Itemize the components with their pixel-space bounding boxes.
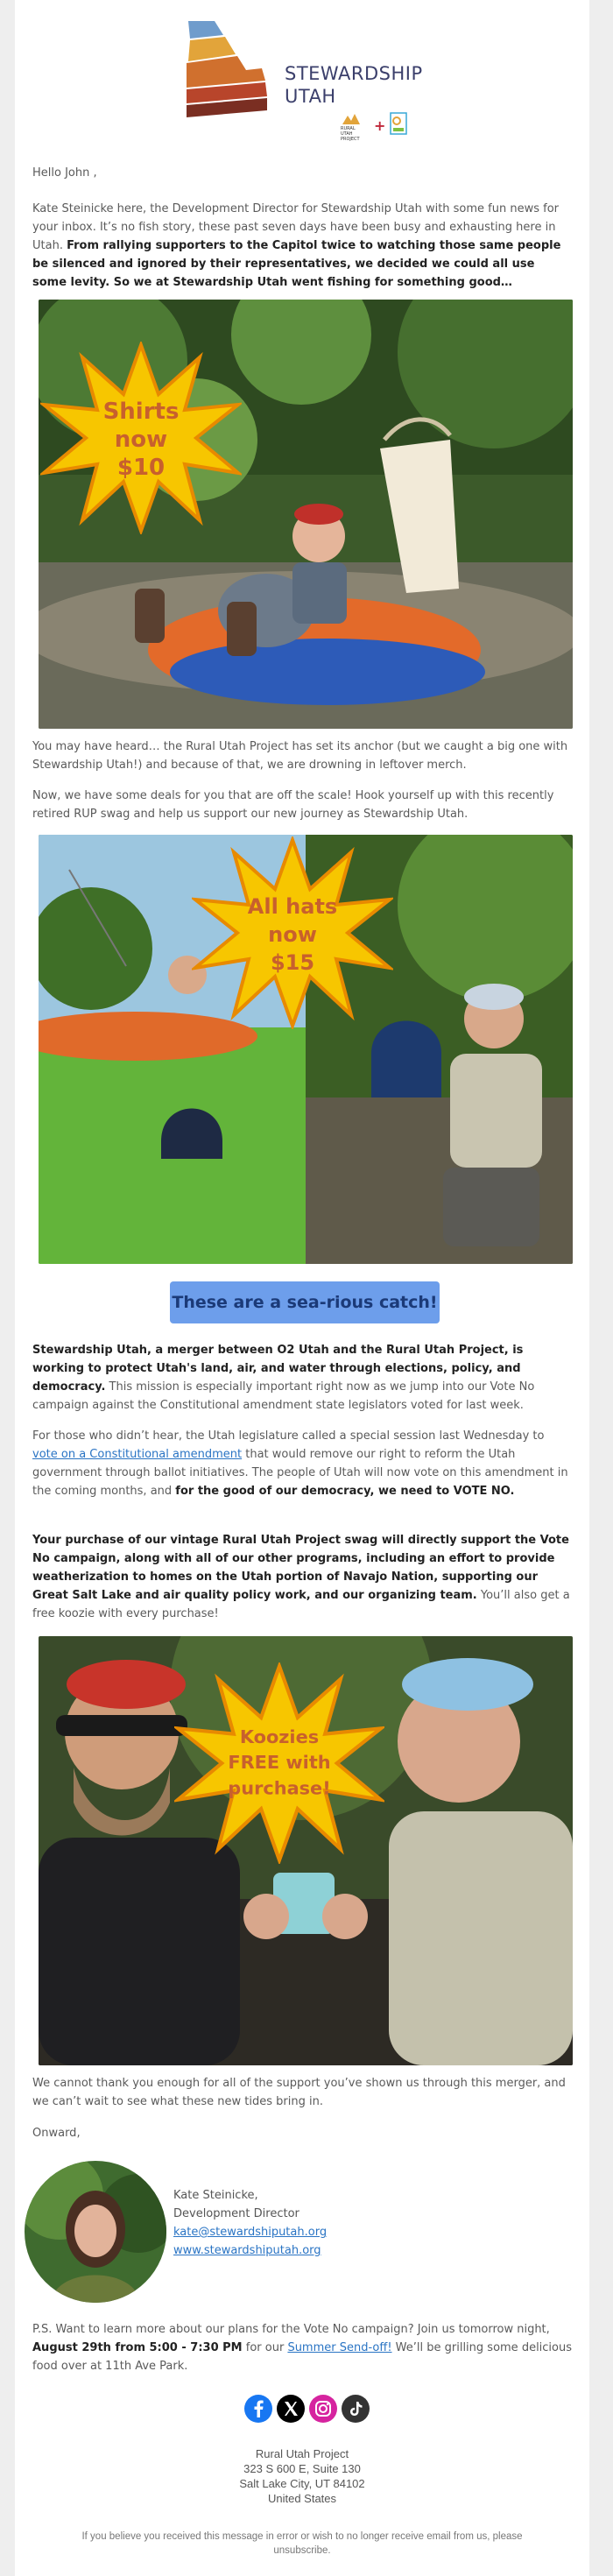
- intro-text: Kate Steinicke here, the Development Director for Stewardship Utah with some fun news for your inbox. It’s no fish story, these past seven days have been busy and exhausting here in Utah.: [32, 202, 560, 252]
- burst-hats-line-3: $15: [270, 950, 315, 975]
- signature-block: [173, 2186, 327, 2260]
- photo-hats: [39, 835, 573, 1264]
- deals-paragraph: Now, we have some deals for you that are off the scale! Hook yourself up with this recently retired RUP swag and help us support our new journey as Stewardship Utah.: [32, 789, 554, 821]
- photo-koozies: [39, 1636, 573, 2065]
- email-link[interactable]: kate@stewardshiputah.org: [173, 2226, 328, 2239]
- ps-text-1: P.S. Want to learn more about our plans for the Vote No campaign? Join us tomorrow night,: [32, 2323, 550, 2336]
- legislature-bold-text: for the good of our democracy, we need to VOTE NO.: [175, 1485, 515, 1498]
- signoff: Onward,: [32, 2127, 81, 2140]
- website-link[interactable]: www.stewardshiputah.org: [173, 2244, 321, 2257]
- merger-bold-text: Stewardship Utah, a merger between O2 Utah and the Rural Utah Project, is working to protect Utah's land, air, and water through elections, policy, and democracy.: [32, 1344, 524, 1394]
- x-icon[interactable]: [277, 2395, 305, 2423]
- purchase-text: You’ll also get a free koozie with every purchase!: [32, 1589, 570, 1620]
- sea-rious-catch-button[interactable]: These are a sea-rious catch!: [170, 1281, 440, 1323]
- purchase-paragraph: [32, 1531, 572, 1623]
- merger-paragraph: [32, 1341, 572, 1415]
- constitutional-amendment-link[interactable]: vote on a Constitutional amendment: [32, 1448, 243, 1461]
- stewardship-utah-logo[interactable]: [181, 19, 462, 142]
- legislature-text-1: For those who didn’t hear, the Utah legislature called a special session last Wednesday to: [32, 1429, 545, 1443]
- footer-org: Rural Utah Project: [255, 2447, 349, 2460]
- purchase-bold-text: Your purchase of our vintage Rural Utah Project swag will directly support the Vote No campaign, along with all of our other programs, including an effort to provide weatherization to homes on the Utah portion of Navajo Nation, supporting our Great Salt Lake and air quality policy work, and our organizing team.: [32, 1534, 569, 1602]
- facebook-icon[interactable]: [244, 2395, 272, 2423]
- merger-text: This mission is especially important right now as we jump into our Vote No campaign against the Constitutional amendment state legislators voted for last week.: [32, 1380, 535, 1412]
- footer-address: [15, 2446, 589, 2506]
- burst-koozies-line-1: Koozies: [239, 1726, 320, 1748]
- intro-paragraph: [32, 200, 572, 293]
- logo-mark-icon: [181, 19, 269, 135]
- signature-title: Development Director: [173, 2207, 299, 2220]
- ps-paragraph: [32, 2320, 572, 2375]
- email-body: [15, 0, 589, 2576]
- instagram-icon[interactable]: [309, 2395, 337, 2423]
- intro-bold-text: From rallying supporters to the Capitol twice to watching those same people be silenced and ignored by their representatives, we decided we could all use some levity. So we at Stewardship Utah went fishing for something good…: [32, 239, 561, 289]
- plus-icon: +: [374, 117, 386, 134]
- burst-hats-line-2: now: [268, 922, 317, 947]
- photo-fishing-raft: [39, 300, 573, 729]
- burst-shirts-line-2: now: [114, 427, 168, 453]
- signature-name: Kate Steinicke,: [173, 2189, 258, 2202]
- ps-text-2: for our: [242, 2341, 288, 2354]
- o2-utah-icon: [390, 112, 407, 135]
- tiktok-icon[interactable]: [342, 2395, 370, 2423]
- footer-street: 323 S 600 E, Suite 130: [243, 2462, 361, 2475]
- burst-hats-line-1: All hats: [247, 894, 338, 919]
- burst-koozies-line-3: purchase!: [228, 1777, 331, 1799]
- logo-line-1: STEWARDSHIP: [285, 63, 423, 84]
- logo-line-2: UTAH: [285, 86, 336, 107]
- greeting: Hello John ,: [32, 166, 97, 180]
- thanks-paragraph: We cannot thank you enough for all of the support you’ve shown us through this merger, and we can’t wait to see what these new tides bring in.: [32, 2077, 566, 2108]
- unsubscribe-text[interactable]: If you believe you received this message in error or wish to no longer receive email from us, please unsubscribe.: [81, 2531, 523, 2556]
- burst-koozies-line-2: FREE with: [228, 1752, 331, 1774]
- ps-bold-text: August 29th from 5:00 - 7:30 PM: [32, 2341, 243, 2354]
- avatar: [25, 2161, 166, 2303]
- legislature-text-2: that would remove our right to reform the Utah government through ballot initiatives. The people of Utah will now vote on this amendment in the coming months, and: [32, 1448, 568, 1498]
- partner-label: RURAL UTAH PROJECT: [341, 126, 360, 142]
- heard-paragraph: You may have heard… the Rural Utah Project has set its anchor (but we caught a big one with Stewardship Utah!) and because of that, we are drowning in leftover merch.: [32, 740, 568, 772]
- shirts-sale-burst: [40, 342, 242, 534]
- footer-country: United States: [267, 2492, 337, 2505]
- summer-send-off-link[interactable]: Summer Send-off!: [287, 2341, 392, 2354]
- burst-shirts-line-3: $10: [116, 455, 166, 481]
- ps-text-3: We’ll be grilling some delicious food over at 11th Ave Park.: [32, 2341, 573, 2373]
- hats-sale-burst: [192, 836, 393, 1029]
- burst-shirts-line-1: Shirts: [102, 399, 180, 425]
- partner-logos: [341, 112, 437, 142]
- koozies-burst: [174, 1662, 384, 1864]
- rural-utah-project-icon: [341, 112, 362, 126]
- legislature-paragraph: [32, 1427, 572, 1500]
- footer-city: Salt Lake City, UT 84102: [239, 2477, 365, 2490]
